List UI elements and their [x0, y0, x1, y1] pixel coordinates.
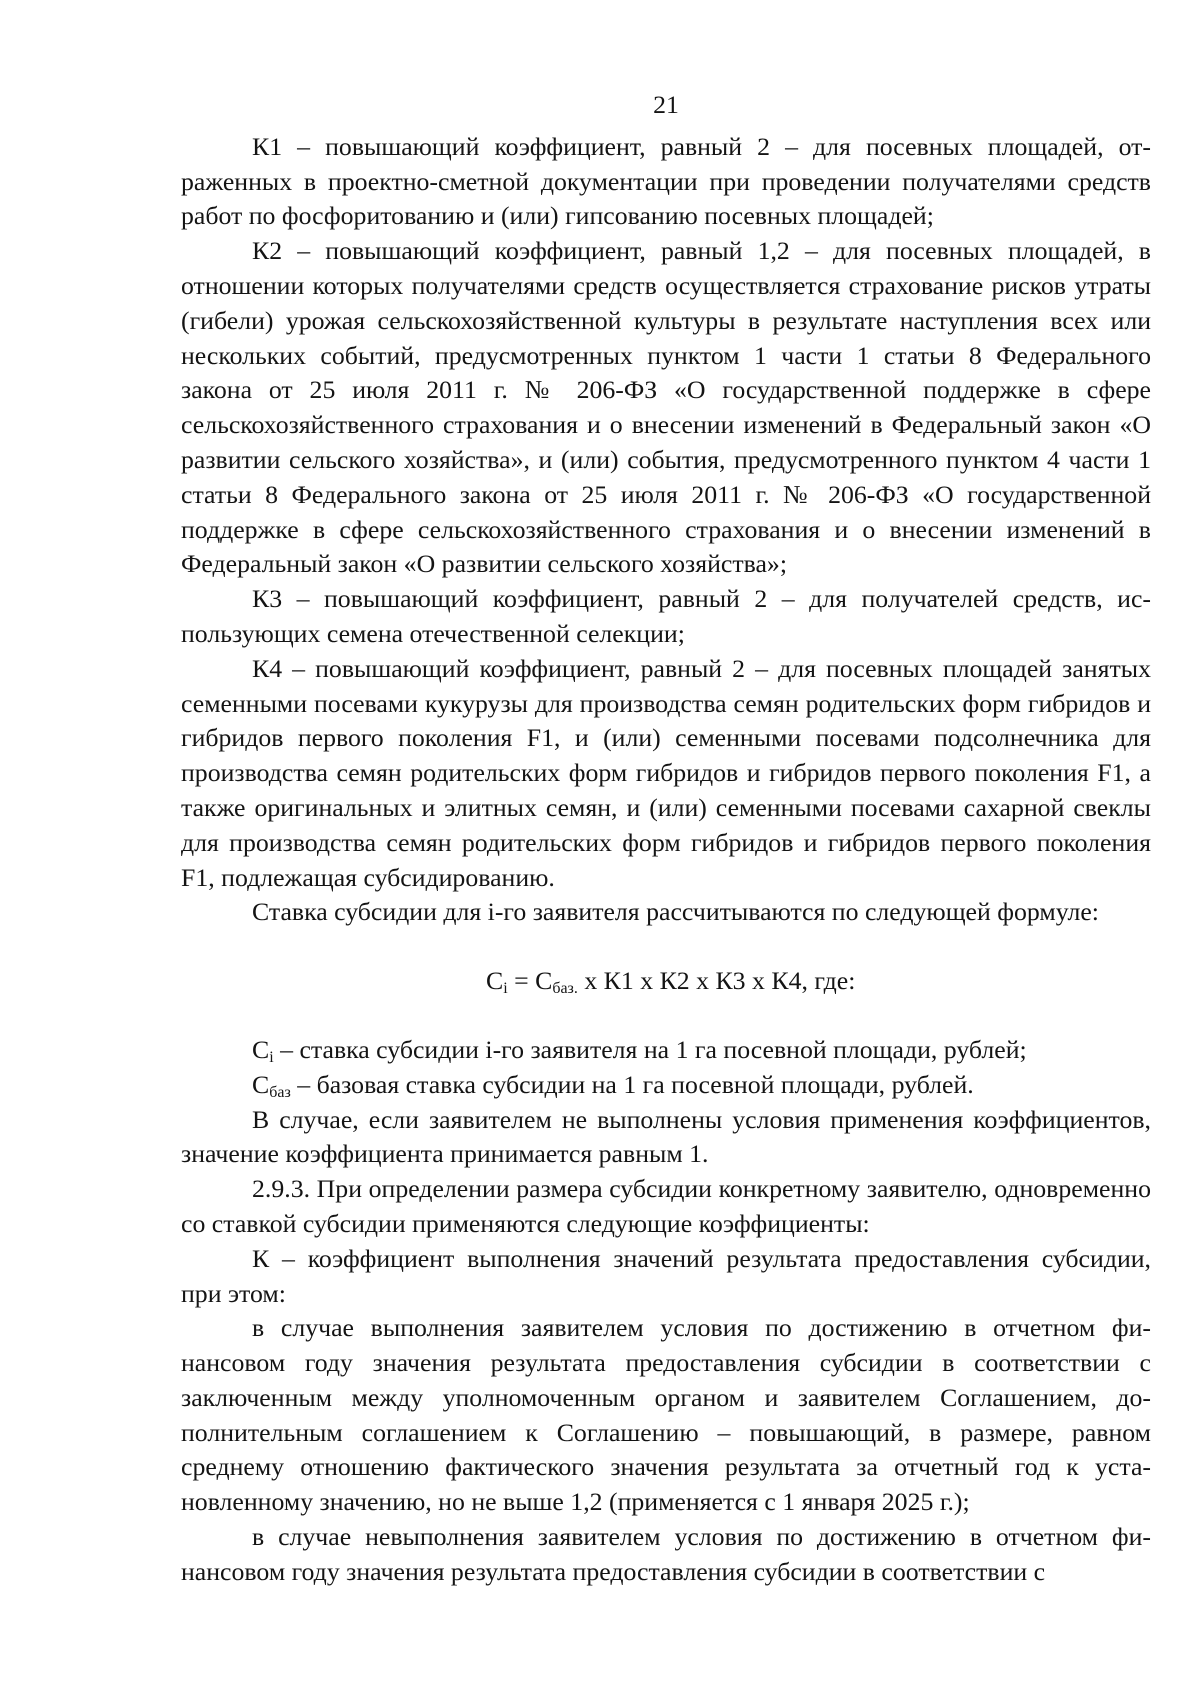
paragraph-fulfilled-case: в случае выполнения заявителем условия по достижению в отчетном финансовом году значения результата предоставления субсидии в соответствии с заключенным между уполномоченным органом и заявителем Соглашением, дополнительным соглашением к Соглашению – повышающий, в размере, равном среднему отношению фактического значения результата за отчетный год к установленному значению, но не выше 1,2 (применяется с 1 января 2025 г.); [181, 1313, 1151, 1517]
formula-rest: x К1 x К2 x К3 x К4, где: [577, 966, 856, 996]
paragraph-k1: К1 – повышающий коэффициент, равный 2 – для посевных площадей, отраженных в проектно-сметной документации при проведении получателями средств работ по фосфоритованию и (или) гипсованию посевных площадей; [181, 131, 1151, 231]
document-page [181, 88, 1151, 1590]
paragraph-k3: К3 – повышающий коэффициент, равный 2 – для получателей средств, использующих семена отечественной селекции; [181, 584, 1151, 648]
formula-base-subscript: баз. [552, 980, 578, 998]
definition-ci-symbol: C [252, 1034, 270, 1064]
definition-cbaz-text: – базовая ставка субсидии на 1 га посевной площади, рублей. [290, 1069, 974, 1099]
definition-cbaz [181, 1068, 1151, 1103]
formula-lhs-subscript: i [503, 980, 508, 998]
definition-cbaz-symbol: C [252, 1069, 270, 1099]
paragraph-2-9-3: 2.9.3. При определении размера субсидии конкретному заявителю, одновременно со ставкой субсидии применяются следующие коэффициенты: [181, 1174, 1151, 1238]
formula-equals: = C [507, 966, 553, 996]
paragraph-k-coefficient: К – коэффициент выполнения значений результата предоставления субсидии, при этом: [181, 1243, 1151, 1308]
paragraph-rate-intro: Ставка субсидии для i-го заявителя рассчитываются по следующей формуле: [252, 897, 1099, 927]
paragraph-k4: К4 – повышающий коэффициент, равный 2 – для посевных площадей занятых семенными посевами кукурузы для производства семян родительских форм гибридов и гибридов первого поколения F1, и (или) семенными посевами подсолнечника для производства семян родительских форм гибридов и гибридов первого поколения F1, а также оригинальных и элитных семян, и (или) семенными посевами сахарной свеклы для производства семян родительских форм гибридов и гибридов первого поколения F1, подлежащая субсидированию. [181, 653, 1151, 892]
definition-ci [181, 1033, 1151, 1068]
page-number: 21 [653, 90, 679, 119]
definition-ci-subscript: i [269, 1048, 274, 1066]
paragraph-coefficient-not-met: В случае, если заявителем не выполнены условия применения коэффициентов, значение коэффициента принимается равным 1. [181, 1104, 1151, 1169]
paragraph-unfulfilled-case: в случае невыполнения заявителем условия по достижению в отчетном финансовом году значения результата предоставления субсидии в соответствии с [181, 1522, 1151, 1586]
definition-cbaz-subscript: баз [269, 1083, 291, 1101]
formula-lhs: C [486, 966, 504, 996]
definition-ci-text: – ставка субсидии i-го заявителя на 1 га посевной площади, рублей; [273, 1034, 1027, 1064]
rate-formula [181, 964, 1151, 999]
paragraph-k2: К2 – повышающий коэффициент, равный 1,2 – для посевных площадей, в отношении которых получателями средств осуществляется страхование рисков утраты (гибели) урожая сельскохозяйственной культуры в результате наступления всех или нескольких событий, предусмотренных пунктом 1 части 1 статьи 8 Федерального закона от 25 июля 2011 г. № 206-ФЗ «О государственной поддержке в сфере сельскохозяйственного страхования и о внесении изменений в Федеральный закон «О развитии сельского хозяйства», и (или) события, предусмотренного пунктом 4 части 1 статьи 8 Федерального закона от 25 июля 2011 г. № 206-ФЗ «О государственной поддержке в сфере сельскохозяйственного страхования и о внесении изменений в Федеральный закон «О развитии сельского хозяйства»; [181, 236, 1151, 579]
